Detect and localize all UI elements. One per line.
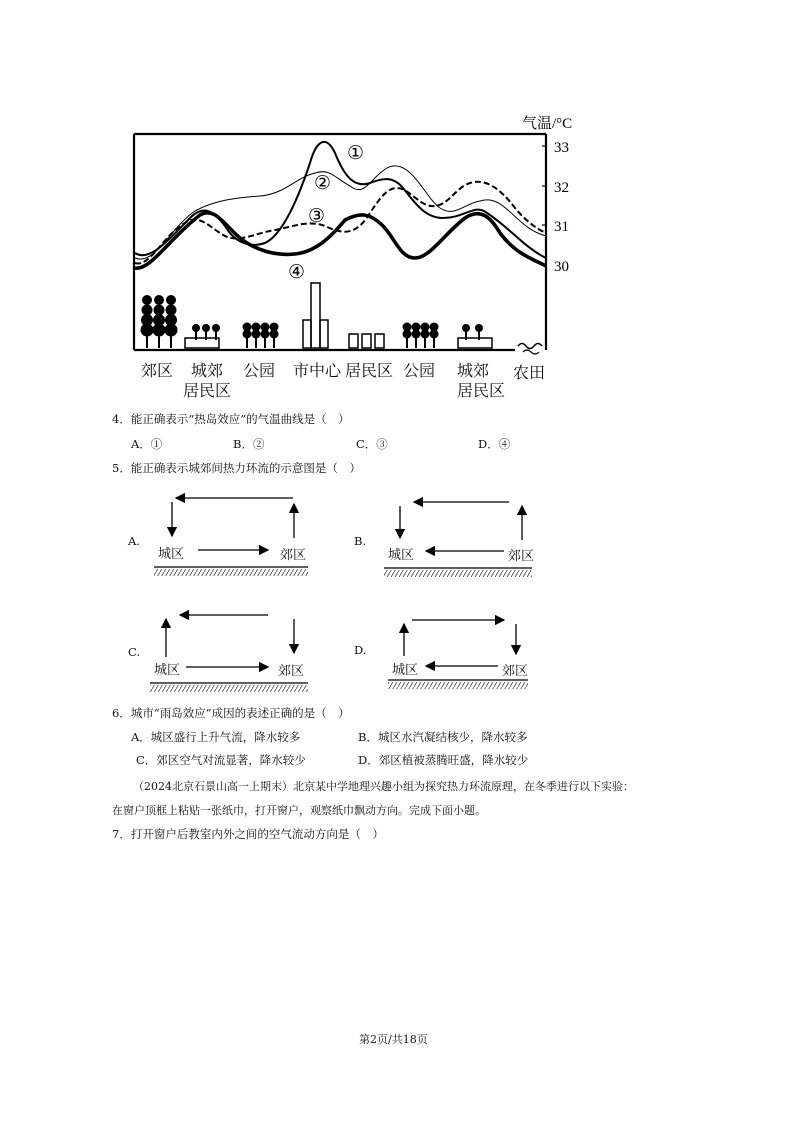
diagram-a-arrows <box>128 488 318 578</box>
q4-option-a[interactable]: A．① <box>131 437 163 451</box>
intro-line-2: 在窗户顶框上粘贴一张纸巾，打开窗户，观察纸巾飘动方向。完成下面小题。 <box>112 804 486 817</box>
diagram-a-suburb: 郊区 <box>280 548 307 563</box>
page-footer: 第2页/共18页 <box>359 1033 428 1046</box>
suburb-trees-icon <box>141 295 178 348</box>
q5-stem: 5．能正确表示城郊间热力环流的示意图是（ ） <box>112 461 361 475</box>
x-label-city-center: 市中心 <box>293 361 342 380</box>
q4-option-b[interactable]: B．② <box>233 437 265 451</box>
diagram-c-arrows <box>128 605 318 700</box>
curve-label-2: ② <box>314 172 332 194</box>
curve-label-1: ① <box>347 142 365 164</box>
x-label-suburban-2b: 居民区 <box>457 381 506 400</box>
y-axis-title: 气温/°C <box>522 116 573 132</box>
residential-buildings-icon <box>349 334 384 348</box>
farmland-symbol <box>518 344 542 349</box>
q4-option-c[interactable]: C．③ <box>356 437 388 451</box>
q6-stem: 6．城市“雨岛效应”成因的表述正确的是（ ） <box>112 706 350 720</box>
y-tick-32: 32 <box>554 180 569 196</box>
q5-diagram-a[interactable] <box>128 488 318 578</box>
q5-diagram-b[interactable] <box>354 488 544 578</box>
y-tick-30: 30 <box>554 259 569 275</box>
diagram-b-city: 城区 <box>388 548 415 563</box>
x-label-residential: 居民区 <box>345 361 394 380</box>
x-label-farmland: 农田 <box>513 363 546 382</box>
q6-option-a[interactable]: A．城区盛行上升气流，降水较多 <box>131 730 301 744</box>
curve-4 <box>135 213 546 268</box>
diagram-d-suburb: 郊区 <box>502 664 529 679</box>
curve-label-3: ③ <box>308 205 326 227</box>
suburban-residential-2-icon <box>458 324 492 348</box>
diagram-b-arrows <box>354 488 544 578</box>
q5-diagram-c[interactable] <box>128 605 318 700</box>
diagram-a-letter: A. <box>128 534 140 548</box>
diagram-d-city: 城区 <box>392 663 419 678</box>
diagram-b-suburb: 郊区 <box>508 549 535 564</box>
diagram-b-letter: B. <box>354 534 367 548</box>
curve-label-4: ④ <box>288 261 306 283</box>
q5-diagram-d[interactable] <box>354 610 544 700</box>
x-label-park-1: 公园 <box>243 361 276 380</box>
diagram-d-letter: D. <box>354 643 367 657</box>
suburban-residential-icon <box>185 324 220 348</box>
x-label-suburb: 郊区 <box>141 361 174 380</box>
x-label-suburban-2: 城郊 <box>457 361 490 380</box>
q6-option-d[interactable]: D．郊区植被蒸腾旺盛，降水较少 <box>358 753 529 767</box>
q6-option-c[interactable]: C．郊区空气对流显著，降水较少 <box>136 753 306 767</box>
diagram-c-city: 城区 <box>154 663 181 678</box>
q6-option-b[interactable]: B．城区水汽凝结核少，降水较多 <box>358 730 528 744</box>
city-center-buildings-icon <box>303 283 328 348</box>
x-label-suburban-1: 城郊 <box>191 361 224 380</box>
temperature-figure <box>125 108 595 408</box>
y-tick-31: 31 <box>554 219 569 235</box>
diagram-d-arrows <box>354 610 544 700</box>
q7-stem: 7．打开窗户后教室内外之间的空气流动方向是（ ） <box>112 827 384 841</box>
x-label-suburban-1b: 居民区 <box>183 381 232 400</box>
park-2-trees-icon <box>403 323 439 349</box>
intro-line-1: （2024北京石景山高一上期末）北京某中学地理兴趣小组为探究热力环流原理，在冬季进行以下实验： <box>133 780 634 793</box>
diagram-c-letter: C. <box>128 645 141 659</box>
q4-option-d[interactable]: D．④ <box>478 437 511 451</box>
q4-stem: 4．能正确表示“热岛效应”的气温曲线是（ ） <box>112 412 350 426</box>
park-trees-icon <box>243 323 279 349</box>
diagram-a-city: 城区 <box>158 547 185 562</box>
x-label-park-2: 公园 <box>403 361 436 380</box>
diagram-c-suburb: 郊区 <box>278 664 305 679</box>
y-tick-33: 33 <box>554 140 569 156</box>
farmland-symbol-2 <box>523 350 539 354</box>
